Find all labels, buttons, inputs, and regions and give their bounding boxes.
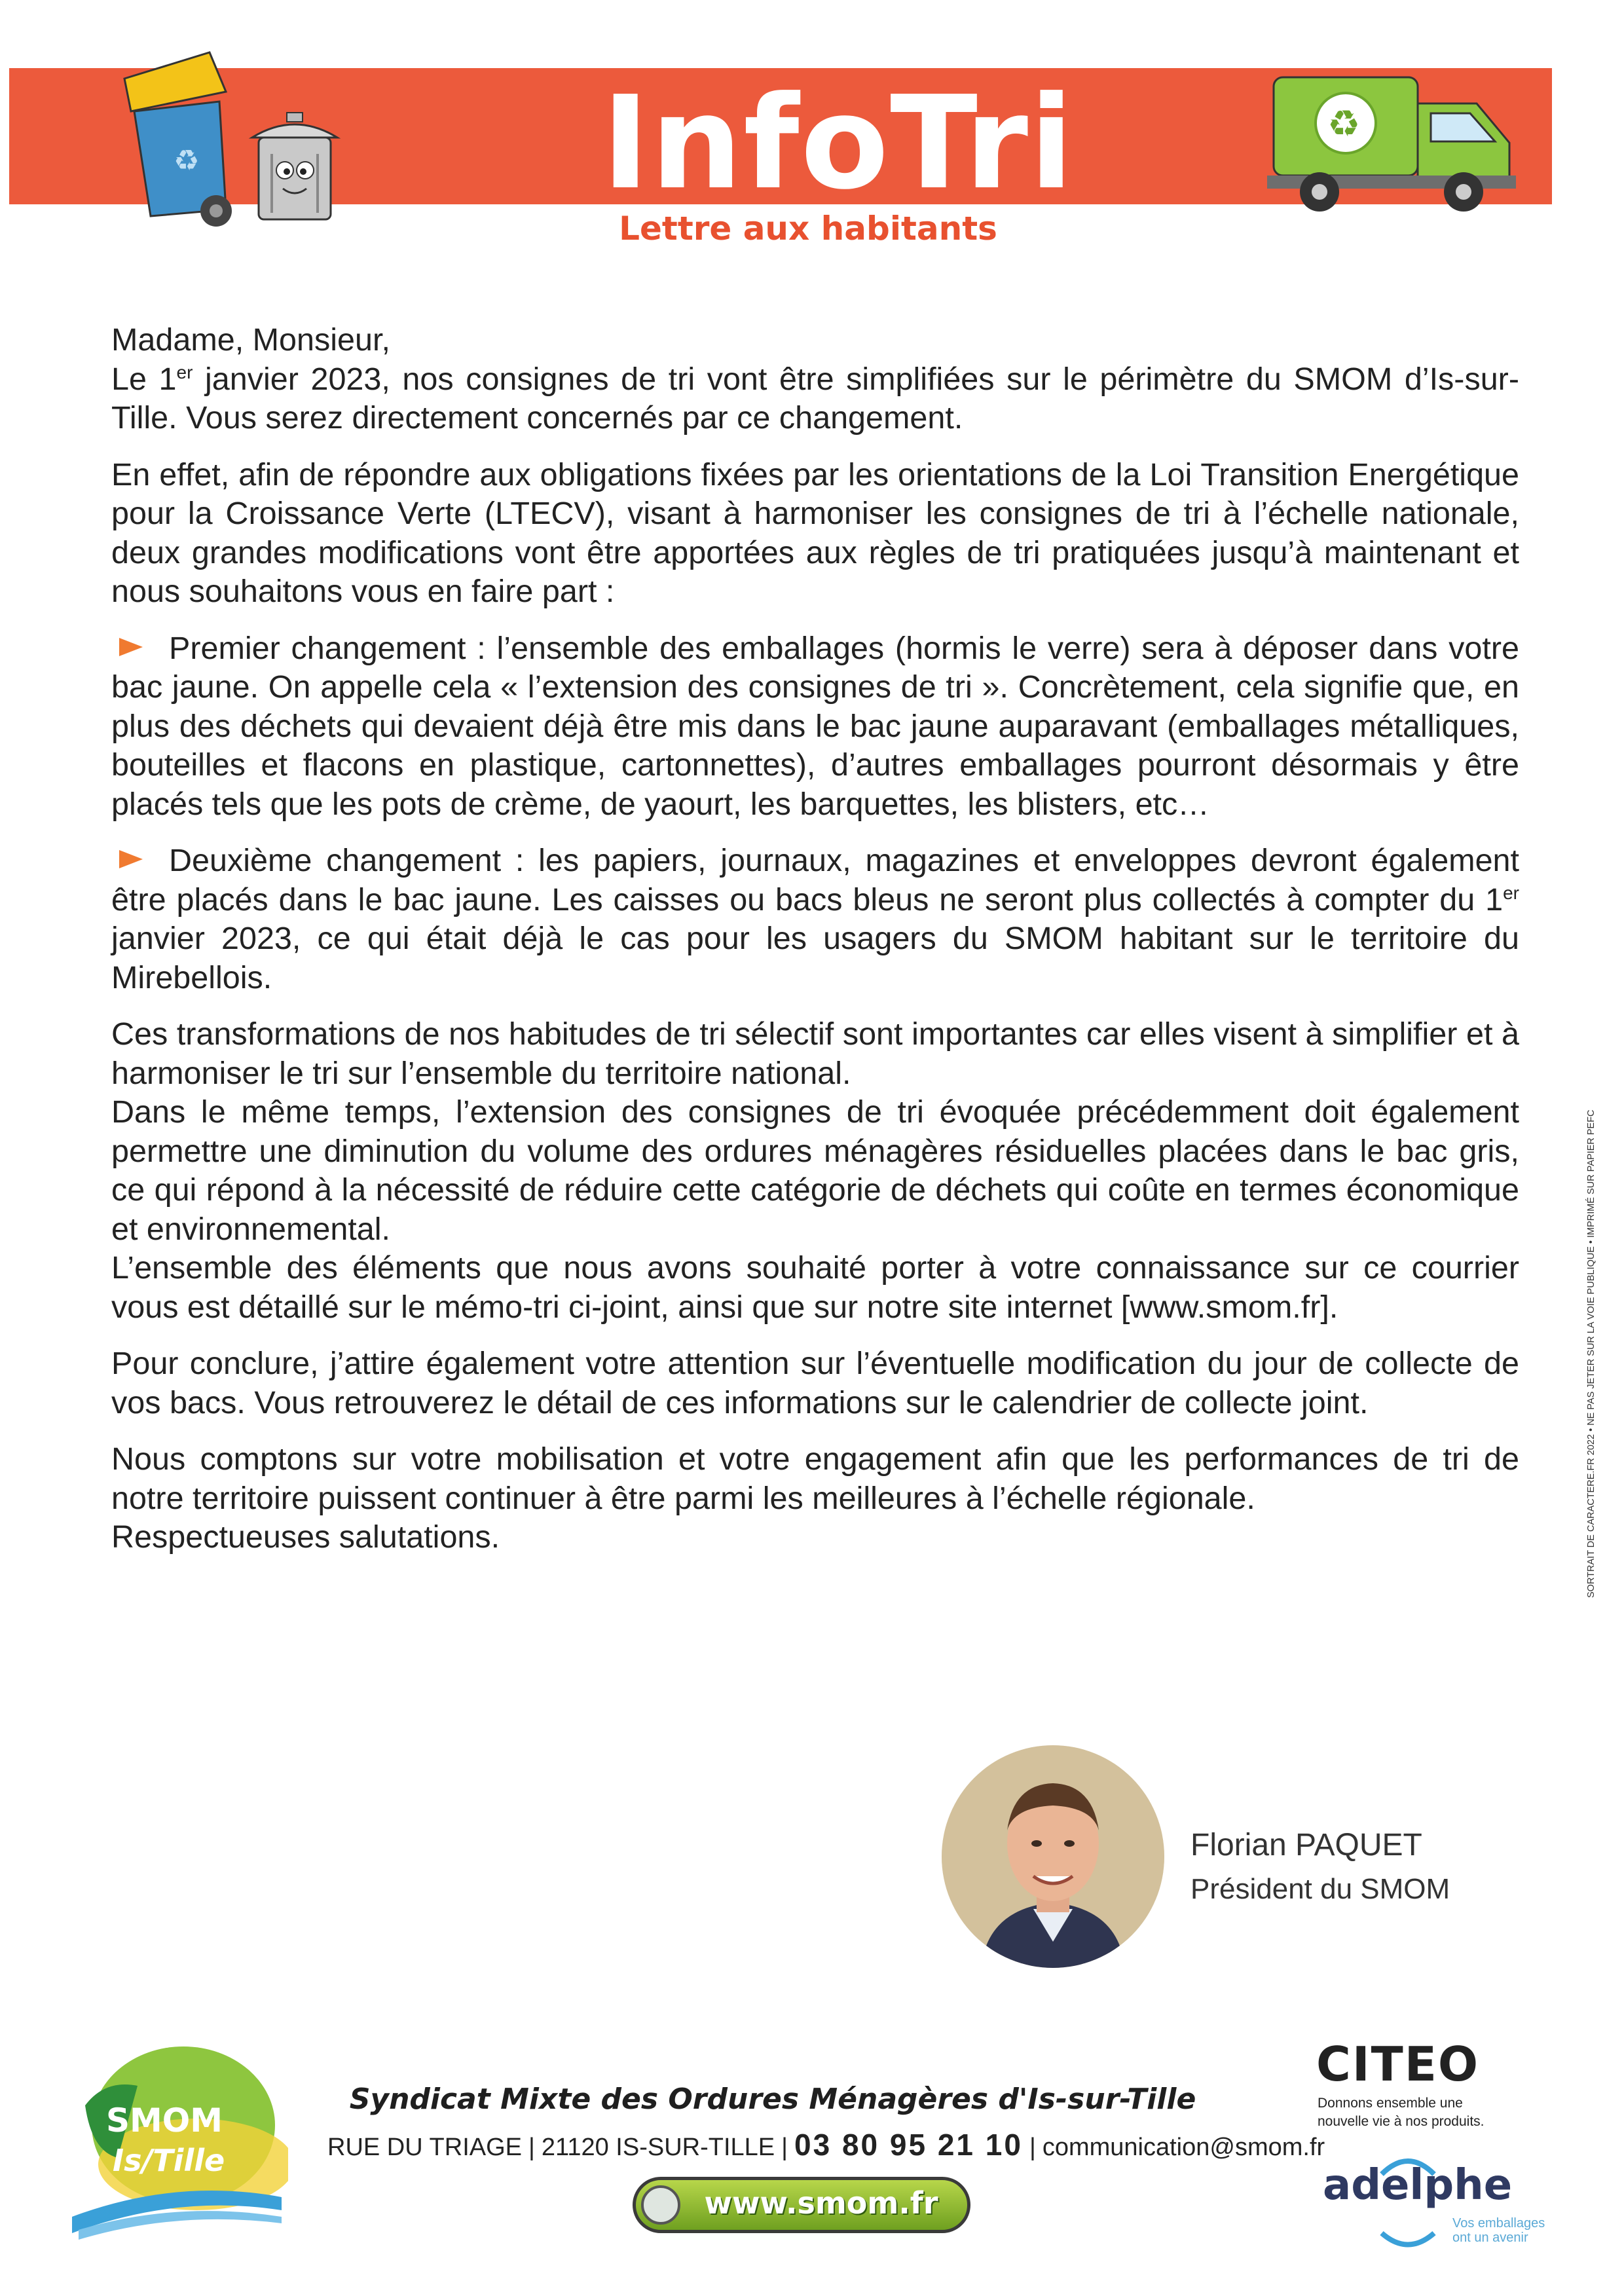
address-city: 21120 IS-SUR-TILLE <box>541 2134 775 2161</box>
address-street: RUE DU TRIAGE <box>327 2134 523 2161</box>
paragraph-details: L’ensemble des éléments que nous avons souhaité porter à votre connaissance sur ce courrier vous est détaillé sur le mémo-tri ci-joint, ainsi que sur notre site internet [www.smom.fr]. <box>111 1250 1519 1325</box>
newsletter-subtitle: Lettre aux habitants <box>619 210 997 248</box>
svg-text:♻: ♻ <box>174 144 200 177</box>
president-portrait <box>942 1745 1164 1968</box>
bullet-arrow-icon <box>119 638 143 656</box>
greeting: Madame, Monsieur, <box>111 322 390 358</box>
svg-text:SMOM: SMOM <box>106 2102 223 2139</box>
email-address[interactable]: communication@smom.fr <box>1042 2134 1325 2161</box>
website-link[interactable]: www.smom.fr <box>704 2185 938 2221</box>
signatory-name: Florian PAQUET <box>1190 1828 1422 1862</box>
signatory-role: Président du SMOM <box>1190 1873 1450 1905</box>
organization-name: Syndicat Mixte des Ordures Ménagères d'Is-sur-Tille <box>349 2083 1196 2116</box>
smom-logo <box>65 2027 288 2243</box>
paragraph-reduction: Dans le même temps, l’extension des consignes de tri évoquée précédemment doit également permettre une diminution du volume des ordures ménagères résiduelles placées dans le bac gris, ce qui répond à la nécessité de réduire cette catégorie de déchets qui coûte en termes économique et environnemental. <box>111 1094 1519 1247</box>
paragraph-context: En effet, afin de répondre aux obligations fixées par les orientations de la Loi Transition Energétique pour la Croissance Verte (LTECV), visant à harmoniser les consignes de tri à l’échelle nationale, deux grandes modifications vont être apportées aux règles de tri pratiquées jusqu’à maintenant et nous souhaitons vous en faire part : <box>111 456 1519 609</box>
adelphe-logo: adelphe <box>1323 2161 1513 2210</box>
recycling-truck-illustration <box>1267 58 1529 221</box>
paragraph-mobilisation: Nous comptons sur votre mobilisation et votre engagement afin que les performances de tri de notre territoire puissent continuer à être parmi les meilleures à l’échelle régionale. <box>111 1441 1519 1516</box>
phone-number: 03 80 95 21 10 <box>794 2128 1023 2162</box>
paragraph-intro: Le 1er janvier 2023, nos consignes de tri vont être simplifiées sur le périmètre du SMOM d’Is-sur-Tille. Vous serez directement concernés par ce changement. <box>111 361 1519 435</box>
svg-text:Is/Tille: Is/Tille <box>113 2143 225 2178</box>
bullet-arrow-icon <box>119 850 143 868</box>
citeo-tagline: Donnons ensemble une nouvelle vie à nos produits. <box>1318 2096 1485 2129</box>
paragraph-conclusion: Pour conclure, j’attire également votre attention sur l’éventuelle modification du jour de collecte de vos bacs. Vous retrouverez le détail de ces informations sur le calendrier de collecte joint. <box>111 1346 1519 1420</box>
letter-body <box>111 321 1519 1557</box>
newsletter-title: InfoTri <box>601 69 1075 218</box>
paragraph-first-change: Premier changement : l’ensemble des emballages (hormis le verre) sera à déposer dans votre bac jaune. On appelle cela « l’extension des consignes de tri ». Concrètement, cela signifie que, en plus des déchets qui devaient déjà être mis dans le bac jaune auparavant (emballages métalliques, bouteilles et flacons en plastique, cartonnettes), d’autres emballages pourront désormais y être placés tels que les pots de crème, de yaourt, les barquettes, les blisters, etc… <box>111 630 1519 822</box>
adelphe-tagline: Vos emballages ont un avenir <box>1452 2216 1545 2245</box>
contact-line: RUE DU TRIAGE | 21120 IS-SUR-TILLE | 03 80 95 21 10 | communication@smom.fr <box>327 2128 1325 2162</box>
citeo-logo: CITEO <box>1316 2037 1480 2092</box>
web-button-knob-icon <box>641 2185 680 2225</box>
paragraph-second-change: Deuxième changement : les papiers, journaux, magazines et enveloppes devront également être placés dans le bac jaune. Les caisses ou bacs bleus ne seront plus collectés à compter du 1er janvier 2023, ce qui était déjà le cas pour les usagers du SMOM habitant sur le territoire du Mirebellois. <box>111 843 1519 995</box>
svg-text:♻: ♻ <box>1327 103 1361 145</box>
print-mention: SORTRAIT DE CARACTERE.FR 2022 • NE PAS JETER SUR LA VOIE PUBLIQUE • IMPRIMÉ SUR PAPIER PEFC <box>1586 1109 1596 1598</box>
website-button[interactable] <box>633 2177 970 2233</box>
paragraph-transformations: Ces transformations de nos habitudes de tri sélectif sont importantes car elles visent à simplifier et à harmoniser le tri sur l’ensemble du territoire national. <box>111 1016 1519 1091</box>
closing-salutation: Respectueuses salutations. <box>111 1519 500 1555</box>
